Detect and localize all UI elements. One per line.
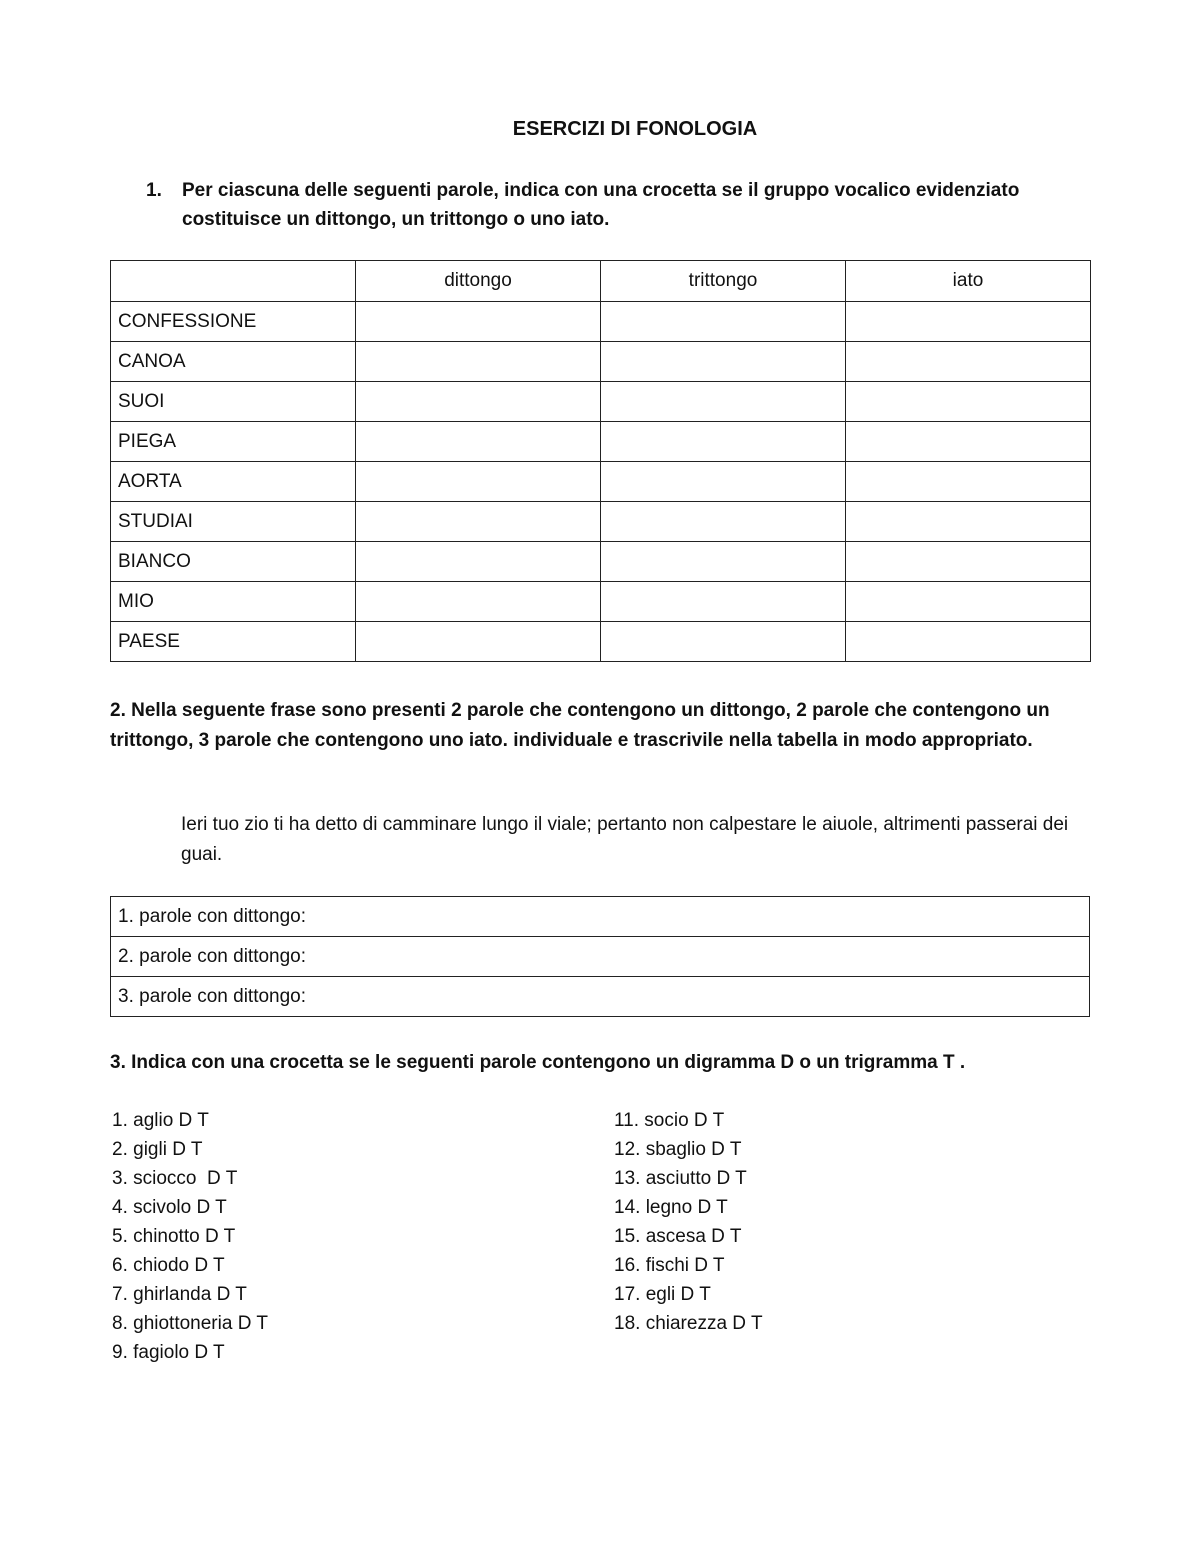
checkbox-cell-dittongo[interactable]	[356, 582, 601, 622]
exercise-3-left-list	[112, 1106, 268, 1367]
list-item: 11. socio D T	[614, 1110, 725, 1131]
answer-row-3[interactable]: 3. parole con dittongo:	[111, 977, 1090, 1017]
checkbox-cell-trittongo[interactable]	[601, 302, 846, 342]
exercise-3-instruction: 3. Indica con una crocetta se le seguenti parole contengono un digramma D o un trigramma T .	[110, 1052, 966, 1073]
checkbox-cell-dittongo[interactable]	[356, 342, 601, 382]
table-row	[111, 422, 1091, 462]
list-item: 9. fagiolo D T	[112, 1342, 225, 1363]
word-cell: AORTA	[111, 462, 356, 502]
exercise-2-sentence: Ieri tuo zio ti ha detto di camminare lungo il viale; pertanto non calpestare le aiuole, altrimenti passerai dei guai.	[181, 814, 1069, 865]
list-item: 6. chiodo D T	[112, 1255, 225, 1276]
list-item: 14. legno D T	[614, 1197, 728, 1218]
checkbox-cell-trittongo[interactable]	[601, 342, 846, 382]
list-item: 1. aglio D T	[112, 1110, 209, 1131]
table-row	[111, 977, 1090, 1017]
checkbox-cell-dittongo[interactable]	[356, 462, 601, 502]
table-row	[111, 502, 1091, 542]
checkbox-cell-dittongo[interactable]	[356, 622, 601, 662]
answer-row-1[interactable]: 1. parole con dittongo:	[111, 897, 1090, 937]
word-cell: PAESE	[111, 622, 356, 662]
checkbox-cell-iato[interactable]	[846, 382, 1091, 422]
checkbox-cell-dittongo[interactable]	[356, 302, 601, 342]
checkbox-cell-dittongo[interactable]	[356, 382, 601, 422]
header-trittongo: trittongo	[601, 261, 846, 302]
checkbox-cell-iato[interactable]	[846, 542, 1091, 582]
checkbox-cell-dittongo[interactable]	[356, 422, 601, 462]
table-row	[111, 622, 1091, 662]
word-classification-table	[110, 896, 1090, 1017]
checkbox-cell-iato[interactable]	[846, 302, 1091, 342]
checkbox-cell-trittongo[interactable]	[601, 582, 846, 622]
header-empty	[111, 261, 356, 302]
table-row	[111, 302, 1091, 342]
word-cell: STUDIAI	[111, 502, 356, 542]
checkbox-cell-trittongo[interactable]	[601, 502, 846, 542]
checkbox-cell-iato[interactable]	[846, 462, 1091, 502]
list-item: 15. ascesa D T	[614, 1226, 742, 1247]
header-iato: iato	[846, 261, 1091, 302]
table-row	[111, 897, 1090, 937]
answer-row-2[interactable]: 2. parole con dittongo:	[111, 937, 1090, 977]
word-cell: CANOA	[111, 342, 356, 382]
list-item: 2. gigli D T	[112, 1139, 203, 1160]
table-row	[111, 937, 1090, 977]
table-header-row	[111, 261, 1091, 302]
list-item: 5. chinotto D T	[112, 1226, 236, 1247]
table-row	[111, 582, 1091, 622]
checkbox-cell-iato[interactable]	[846, 342, 1091, 382]
list-item: 12. sbaglio D T	[614, 1139, 742, 1160]
checkbox-cell-trittongo[interactable]	[601, 382, 846, 422]
exercise-1-text: Per ciascuna delle seguenti parole, indica con una crocetta se il gruppo vocalico evidenziato costituisce un dittongo, un trittongo o uno iato.	[182, 180, 1020, 230]
checkbox-cell-trittongo[interactable]	[601, 542, 846, 582]
table-row	[111, 462, 1091, 502]
checkbox-cell-trittongo[interactable]	[601, 622, 846, 662]
checkbox-cell-trittongo[interactable]	[601, 422, 846, 462]
word-cell: PIEGA	[111, 422, 356, 462]
checkbox-cell-iato[interactable]	[846, 622, 1091, 662]
table-row	[111, 342, 1091, 382]
table-row	[111, 382, 1091, 422]
vowel-group-table	[110, 260, 1091, 662]
checkbox-cell-iato[interactable]	[846, 502, 1091, 542]
list-item: 8. ghiottoneria D T	[112, 1313, 268, 1334]
list-item: 17. egli D T	[614, 1284, 711, 1305]
exercise-2-instruction: 2. Nella seguente frase sono presenti 2 parole che contengono un dittongo, 2 parole che contengono un trittongo, 3 parole che contengono uno iato. individuale e trascrivile nella tabella in modo appropriato.	[110, 700, 1050, 751]
word-cell: MIO	[111, 582, 356, 622]
list-item: 3. sciocco D T	[112, 1168, 238, 1189]
checkbox-cell-iato[interactable]	[846, 582, 1091, 622]
list-item: 16. fischi D T	[614, 1255, 725, 1276]
header-dittongo: dittongo	[356, 261, 601, 302]
checkbox-cell-trittongo[interactable]	[601, 462, 846, 502]
page-title: ESERCIZI DI FONOLOGIA	[512, 118, 758, 140]
exercise-1-number: 1.	[146, 180, 162, 201]
list-item: 7. ghirlanda D T	[112, 1284, 247, 1305]
exercise-3-right-list	[614, 1106, 763, 1338]
list-item: 4. scivolo D T	[112, 1197, 227, 1218]
checkbox-cell-dittongo[interactable]	[356, 542, 601, 582]
list-item: 13. asciutto D T	[614, 1168, 747, 1189]
list-item: 18. chiarezza D T	[614, 1313, 763, 1334]
word-cell: CONFESSIONE	[111, 302, 356, 342]
word-cell: SUOI	[111, 382, 356, 422]
word-cell: BIANCO	[111, 542, 356, 582]
table-row	[111, 542, 1091, 582]
checkbox-cell-iato[interactable]	[846, 422, 1091, 462]
exercise-1-instruction	[146, 176, 1106, 234]
checkbox-cell-dittongo[interactable]	[356, 502, 601, 542]
